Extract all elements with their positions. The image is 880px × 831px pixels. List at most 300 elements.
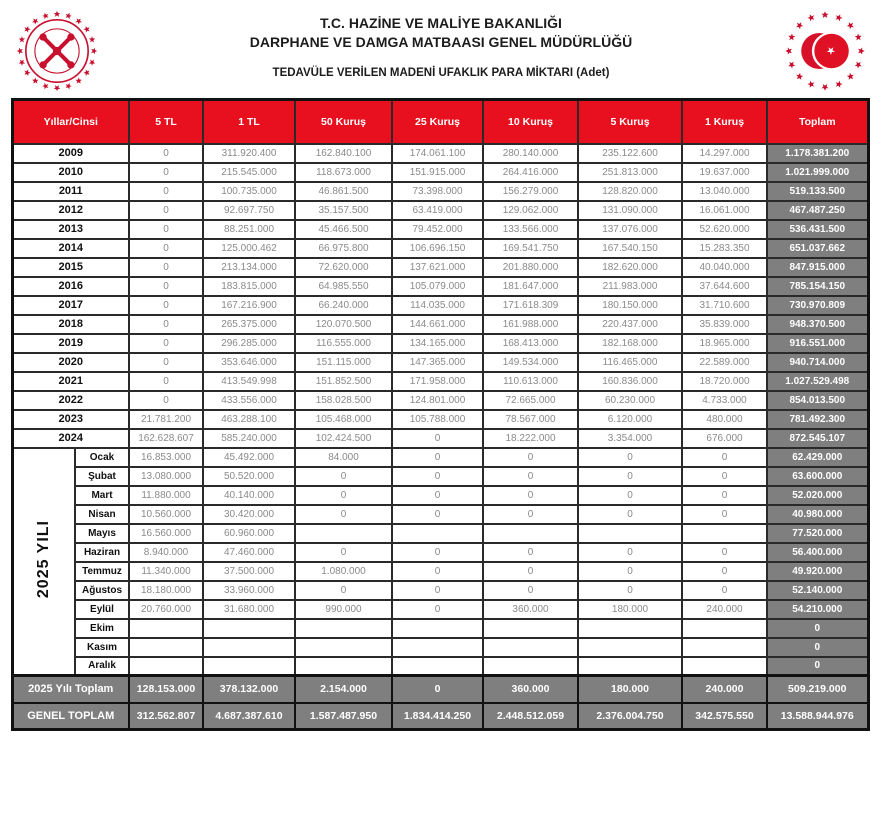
year-row — [12, 353, 868, 372]
value-cell: 11.880.000 — [129, 486, 203, 505]
total-value-cell: 2.448.512.059 — [483, 703, 578, 730]
value-cell: 13.040.000 — [682, 182, 767, 201]
value-cell: 45.492.000 — [203, 448, 295, 467]
value-cell — [578, 524, 682, 543]
value-cell: 72.620.000 — [295, 258, 392, 277]
column-header: 50 Kuruş — [295, 100, 392, 144]
value-cell: 3.354.000 — [578, 429, 682, 448]
value-cell: 19.637.000 — [682, 163, 767, 182]
month-label: Haziran — [75, 543, 129, 562]
value-cell: 585.240.000 — [203, 429, 295, 448]
value-cell: 88.251.000 — [203, 220, 295, 239]
value-cell: 147.365.000 — [392, 353, 483, 372]
month-label: Mart — [75, 486, 129, 505]
value-cell: 0 — [392, 543, 483, 562]
value-cell: 0 — [392, 562, 483, 581]
value-cell: 45.466.500 — [295, 220, 392, 239]
value-cell: 0 — [483, 486, 578, 505]
value-cell — [392, 524, 483, 543]
value-cell: 0 — [129, 334, 203, 353]
value-cell: 13.080.000 — [129, 467, 203, 486]
value-cell: 110.613.000 — [483, 372, 578, 391]
column-header: 5 Kuruş — [578, 100, 682, 144]
value-cell: 182.168.000 — [578, 334, 682, 353]
value-cell: 0 — [483, 467, 578, 486]
value-cell: 33.960.000 — [203, 581, 295, 600]
year-group-label — [12, 448, 75, 676]
value-cell: 0 — [483, 581, 578, 600]
value-cell: 296.285.000 — [203, 334, 295, 353]
value-cell: 220.437.000 — [578, 315, 682, 334]
value-cell: 137.076.000 — [578, 220, 682, 239]
value-cell: 30.420.000 — [203, 505, 295, 524]
value-cell: 0 — [483, 543, 578, 562]
value-cell: 66.975.800 — [295, 239, 392, 258]
year-row — [12, 163, 868, 182]
value-cell: 0 — [682, 543, 767, 562]
value-cell — [682, 657, 767, 676]
value-cell: 106.696.150 — [392, 239, 483, 258]
value-cell — [129, 638, 203, 657]
value-cell: 102.424.500 — [295, 429, 392, 448]
value-cell: 162.840.100 — [295, 144, 392, 163]
value-cell: 84.000 — [295, 448, 392, 467]
year-row — [12, 296, 868, 315]
value-cell: 215.545.000 — [203, 163, 295, 182]
year-label: 2010 — [12, 163, 129, 182]
row-total: 52.140.000 — [767, 581, 868, 600]
value-cell: 0 — [392, 486, 483, 505]
year-label: 2012 — [12, 201, 129, 220]
value-cell: 0 — [129, 239, 203, 258]
month-label: Ağustos — [75, 581, 129, 600]
value-cell: 0 — [483, 448, 578, 467]
total-value-cell: 1.834.414.250 — [392, 703, 483, 730]
value-cell: 161.988.000 — [483, 315, 578, 334]
value-cell: 10.560.000 — [129, 505, 203, 524]
month-row — [12, 562, 868, 581]
value-cell: 151.852.500 — [295, 372, 392, 391]
month-row — [12, 448, 868, 467]
row-total: 785.154.150 — [767, 277, 868, 296]
row-total: 854.013.500 — [767, 391, 868, 410]
value-cell: 167.540.150 — [578, 239, 682, 258]
month-row — [12, 581, 868, 600]
value-cell: 37.644.600 — [682, 277, 767, 296]
table-title: TEDAVÜLE VERİLEN MADENİ UFAKLIK PARA MİKTARI (Adet) — [272, 66, 610, 79]
value-cell: 201.880.000 — [483, 258, 578, 277]
row-total: 781.492.300 — [767, 410, 868, 429]
value-cell: 125.000.462 — [203, 239, 295, 258]
value-cell: 0 — [483, 505, 578, 524]
row-total: 916.551.000 — [767, 334, 868, 353]
value-cell: 11.340.000 — [129, 562, 203, 581]
value-cell: 156.279.000 — [483, 182, 578, 201]
value-cell: 182.620.000 — [578, 258, 682, 277]
total-value-cell: 360.000 — [483, 676, 578, 703]
value-cell: 131.090.000 — [578, 201, 682, 220]
value-cell: 280.140.000 — [483, 144, 578, 163]
value-cell: 73.398.000 — [392, 182, 483, 201]
month-row — [12, 467, 868, 486]
value-cell: 151.115.000 — [295, 353, 392, 372]
total-value-cell: 128.153.000 — [129, 676, 203, 703]
value-cell: 235.122.600 — [578, 144, 682, 163]
value-cell: 0 — [129, 258, 203, 277]
value-cell — [578, 619, 682, 638]
value-cell — [295, 524, 392, 543]
row-total: 77.520.000 — [767, 524, 868, 543]
value-cell: 6.120.000 — [578, 410, 682, 429]
value-cell — [295, 657, 392, 676]
value-cell: 60.230.000 — [578, 391, 682, 410]
value-cell: 0 — [578, 543, 682, 562]
value-cell: 0 — [392, 448, 483, 467]
value-cell: 0 — [129, 277, 203, 296]
value-cell: 134.165.000 — [392, 334, 483, 353]
value-cell: 72.665.000 — [483, 391, 578, 410]
value-cell: 0 — [129, 201, 203, 220]
value-cell — [129, 657, 203, 676]
year-label: 2011 — [12, 182, 129, 201]
value-cell: 16.853.000 — [129, 448, 203, 467]
value-cell: 265.375.000 — [203, 315, 295, 334]
value-cell: 0 — [682, 581, 767, 600]
value-cell: 158.028.500 — [295, 391, 392, 410]
value-cell: 1.080.000 — [295, 562, 392, 581]
value-cell: 50.520.000 — [203, 467, 295, 486]
value-cell — [203, 657, 295, 676]
value-cell: 4.733.000 — [682, 391, 767, 410]
value-cell: 353.646.000 — [203, 353, 295, 372]
value-cell: 105.468.000 — [295, 410, 392, 429]
value-cell: 213.134.000 — [203, 258, 295, 277]
value-cell: 0 — [483, 562, 578, 581]
month-label: Temmuz — [75, 562, 129, 581]
value-cell: 160.836.000 — [578, 372, 682, 391]
value-cell: 0 — [578, 505, 682, 524]
value-cell: 78.567.000 — [483, 410, 578, 429]
row-total: 40.980.000 — [767, 505, 868, 524]
year-label: 2018 — [12, 315, 129, 334]
value-cell: 0 — [682, 505, 767, 524]
year-row — [12, 201, 868, 220]
total-value-cell: 4.687.387.610 — [203, 703, 295, 730]
value-cell: 137.621.000 — [392, 258, 483, 277]
month-label: Nisan — [75, 505, 129, 524]
value-cell: 8.940.000 — [129, 543, 203, 562]
month-label: Eylül — [75, 600, 129, 619]
row-total: 63.600.000 — [767, 467, 868, 486]
year-row — [12, 372, 868, 391]
value-cell: 60.960.000 — [203, 524, 295, 543]
month-row — [12, 543, 868, 562]
value-cell — [129, 619, 203, 638]
value-cell: 0 — [392, 600, 483, 619]
value-cell: 0 — [295, 467, 392, 486]
value-cell: 0 — [392, 467, 483, 486]
month-label: Ekim — [75, 619, 129, 638]
row-total: 872.545.107 — [767, 429, 868, 448]
year-row — [12, 144, 868, 163]
value-cell: 92.697.750 — [203, 201, 295, 220]
value-cell: 480.000 — [682, 410, 767, 429]
value-cell: 46.861.500 — [295, 182, 392, 201]
value-cell — [578, 657, 682, 676]
value-cell: 40.040.000 — [682, 258, 767, 277]
value-cell: 180.150.000 — [578, 296, 682, 315]
row-total: 1.021.999.000 — [767, 163, 868, 182]
value-cell: 0 — [578, 486, 682, 505]
value-cell: 433.556.000 — [203, 391, 295, 410]
value-cell: 18.965.000 — [682, 334, 767, 353]
value-cell: 20.760.000 — [129, 600, 203, 619]
year-label: 2022 — [12, 391, 129, 410]
value-cell: 133.566.000 — [483, 220, 578, 239]
value-cell: 0 — [129, 182, 203, 201]
row-total: 467.487.250 — [767, 201, 868, 220]
value-cell: 990.000 — [295, 600, 392, 619]
value-cell — [295, 638, 392, 657]
value-cell: 118.673.000 — [295, 163, 392, 182]
total-value-cell: 240.000 — [682, 676, 767, 703]
value-cell: 463.288.100 — [203, 410, 295, 429]
value-cell: 124.801.000 — [392, 391, 483, 410]
row-total: 52.020.000 — [767, 486, 868, 505]
year-label: 2014 — [12, 239, 129, 258]
document-header — [0, 0, 880, 96]
value-cell — [483, 638, 578, 657]
value-cell: 183.815.000 — [203, 277, 295, 296]
value-cell: 171.618.309 — [483, 296, 578, 315]
value-cell: 180.000 — [578, 600, 682, 619]
value-cell — [483, 619, 578, 638]
value-cell: 169.541.750 — [483, 239, 578, 258]
row-total: 49.920.000 — [767, 562, 868, 581]
value-cell: 31.680.000 — [203, 600, 295, 619]
darphane-emblem-icon — [16, 10, 98, 92]
value-cell: 15.283.350 — [682, 239, 767, 258]
value-cell: 105.788.000 — [392, 410, 483, 429]
value-cell: 14.297.000 — [682, 144, 767, 163]
value-cell: 18.720.000 — [682, 372, 767, 391]
month-row — [12, 638, 868, 657]
hazine-maliye-emblem-icon — [784, 10, 866, 92]
value-cell: 211.983.000 — [578, 277, 682, 296]
year-row — [12, 239, 868, 258]
row-total: 519.133.500 — [767, 182, 868, 201]
value-cell — [392, 638, 483, 657]
total-row-label: GENEL TOPLAM — [12, 703, 129, 730]
year-label: 2023 — [12, 410, 129, 429]
grand-total-cell: 13.588.944.976 — [767, 703, 868, 730]
row-total: 948.370.500 — [767, 315, 868, 334]
value-cell: 66.240.000 — [295, 296, 392, 315]
row-total: 1.027.529.498 — [767, 372, 868, 391]
value-cell: 0 — [295, 581, 392, 600]
title-block — [100, 6, 782, 79]
value-cell — [295, 619, 392, 638]
value-cell: 151.915.000 — [392, 163, 483, 182]
value-cell: 144.661.000 — [392, 315, 483, 334]
value-cell: 0 — [392, 581, 483, 600]
month-row — [12, 524, 868, 543]
value-cell: 0 — [578, 467, 682, 486]
year-row — [12, 334, 868, 353]
value-cell: 0 — [129, 391, 203, 410]
value-cell: 311.920.400 — [203, 144, 295, 163]
year-label: 2013 — [12, 220, 129, 239]
ministry-logo — [782, 6, 868, 92]
value-cell: 16.061.000 — [682, 201, 767, 220]
row-total: 54.210.000 — [767, 600, 868, 619]
value-cell: 0 — [129, 163, 203, 182]
grand-total-cell: 509.219.000 — [767, 676, 868, 703]
value-cell — [682, 524, 767, 543]
value-cell: 0 — [129, 353, 203, 372]
value-cell: 264.416.000 — [483, 163, 578, 182]
value-cell: 149.534.000 — [483, 353, 578, 372]
month-row — [12, 505, 868, 524]
value-cell — [483, 524, 578, 543]
darphane-logo — [14, 6, 100, 92]
value-cell: 116.555.000 — [295, 334, 392, 353]
value-cell: 0 — [129, 220, 203, 239]
row-total: 0 — [767, 657, 868, 676]
value-cell: 0 — [392, 429, 483, 448]
value-cell: 0 — [392, 505, 483, 524]
value-cell — [392, 657, 483, 676]
year-label: 2017 — [12, 296, 129, 315]
directorate-title: DARPHANE VE DAMGA MATBAASI GENEL MÜDÜRLÜĞÜ — [249, 33, 633, 50]
value-cell: 129.062.000 — [483, 201, 578, 220]
value-cell: 0 — [578, 562, 682, 581]
column-header: 25 Kuruş — [392, 100, 483, 144]
value-cell: 16.560.000 — [129, 524, 203, 543]
value-cell: 0 — [129, 372, 203, 391]
month-label: Aralık — [75, 657, 129, 676]
row-total: 940.714.000 — [767, 353, 868, 372]
value-cell: 100.735.000 — [203, 182, 295, 201]
total-value-cell: 1.587.487.950 — [295, 703, 392, 730]
month-row — [12, 619, 868, 638]
value-cell: 37.500.000 — [203, 562, 295, 581]
grand-total-row — [12, 703, 868, 730]
value-cell: 35.157.500 — [295, 201, 392, 220]
year-label: 2009 — [12, 144, 129, 163]
table-header-row — [12, 100, 868, 144]
column-header: 10 Kuruş — [483, 100, 578, 144]
value-cell: 360.000 — [483, 600, 578, 619]
value-cell — [203, 638, 295, 657]
year-row — [12, 429, 868, 448]
year-row — [12, 410, 868, 429]
value-cell: 676.000 — [682, 429, 767, 448]
row-total: 56.400.000 — [767, 543, 868, 562]
value-cell: 0 — [682, 467, 767, 486]
year-row — [12, 258, 868, 277]
value-cell — [203, 619, 295, 638]
value-cell: 0 — [682, 448, 767, 467]
value-cell: 251.813.000 — [578, 163, 682, 182]
year-total-row — [12, 676, 868, 703]
month-row — [12, 600, 868, 619]
year-label: 2015 — [12, 258, 129, 277]
value-cell — [578, 638, 682, 657]
row-total: 1.178.381.200 — [767, 144, 868, 163]
value-cell: 64.985.550 — [295, 277, 392, 296]
year-row — [12, 277, 868, 296]
column-header: 1 TL — [203, 100, 295, 144]
column-header: 5 TL — [129, 100, 203, 144]
column-header: Yıllar/Cinsi — [12, 100, 129, 144]
row-total: 0 — [767, 638, 868, 657]
value-cell: 167.216.900 — [203, 296, 295, 315]
row-total: 730.970.809 — [767, 296, 868, 315]
value-cell: 0 — [295, 543, 392, 562]
value-cell: 128.820.000 — [578, 182, 682, 201]
coin-circulation-table — [11, 98, 870, 731]
year-row — [12, 315, 868, 334]
value-cell: 63.419.000 — [392, 201, 483, 220]
total-row-label: 2025 Yılı Toplam — [12, 676, 129, 703]
row-total: 62.429.000 — [767, 448, 868, 467]
value-cell: 79.452.000 — [392, 220, 483, 239]
month-label: Kasım — [75, 638, 129, 657]
year-group-label-text: 2025 YILI — [34, 519, 52, 598]
year-label: 2016 — [12, 277, 129, 296]
value-cell: 52.620.000 — [682, 220, 767, 239]
value-cell — [682, 619, 767, 638]
value-cell: 0 — [578, 448, 682, 467]
row-total: 0 — [767, 619, 868, 638]
value-cell: 114.035.000 — [392, 296, 483, 315]
row-total: 847.915.000 — [767, 258, 868, 277]
value-cell: 0 — [682, 562, 767, 581]
value-cell: 35.839.000 — [682, 315, 767, 334]
value-cell: 18.180.000 — [129, 581, 203, 600]
value-cell: 40.140.000 — [203, 486, 295, 505]
value-cell: 413.549.998 — [203, 372, 295, 391]
row-total: 651.037.662 — [767, 239, 868, 258]
total-value-cell: 312.562.807 — [129, 703, 203, 730]
year-label: 2020 — [12, 353, 129, 372]
ministry-title: T.C. HAZİNE VE MALİYE BAKANLIĞI — [320, 15, 562, 31]
value-cell: 0 — [129, 144, 203, 163]
value-cell — [483, 657, 578, 676]
value-cell: 168.413.000 — [483, 334, 578, 353]
value-cell: 47.460.000 — [203, 543, 295, 562]
total-value-cell: 2.376.004.750 — [578, 703, 682, 730]
value-cell: 181.647.000 — [483, 277, 578, 296]
value-cell: 22.589.000 — [682, 353, 767, 372]
column-header: Toplam — [767, 100, 868, 144]
month-row — [12, 486, 868, 505]
year-row — [12, 182, 868, 201]
value-cell: 31.710.600 — [682, 296, 767, 315]
year-row — [12, 391, 868, 410]
value-cell — [392, 619, 483, 638]
month-label: Ocak — [75, 448, 129, 467]
value-cell: 0 — [295, 486, 392, 505]
value-cell: 116.465.000 — [578, 353, 682, 372]
value-cell: 171.958.000 — [392, 372, 483, 391]
year-label: 2021 — [12, 372, 129, 391]
year-row — [12, 220, 868, 239]
month-row — [12, 657, 868, 676]
value-cell: 18.222.000 — [483, 429, 578, 448]
total-value-cell: 0 — [392, 676, 483, 703]
